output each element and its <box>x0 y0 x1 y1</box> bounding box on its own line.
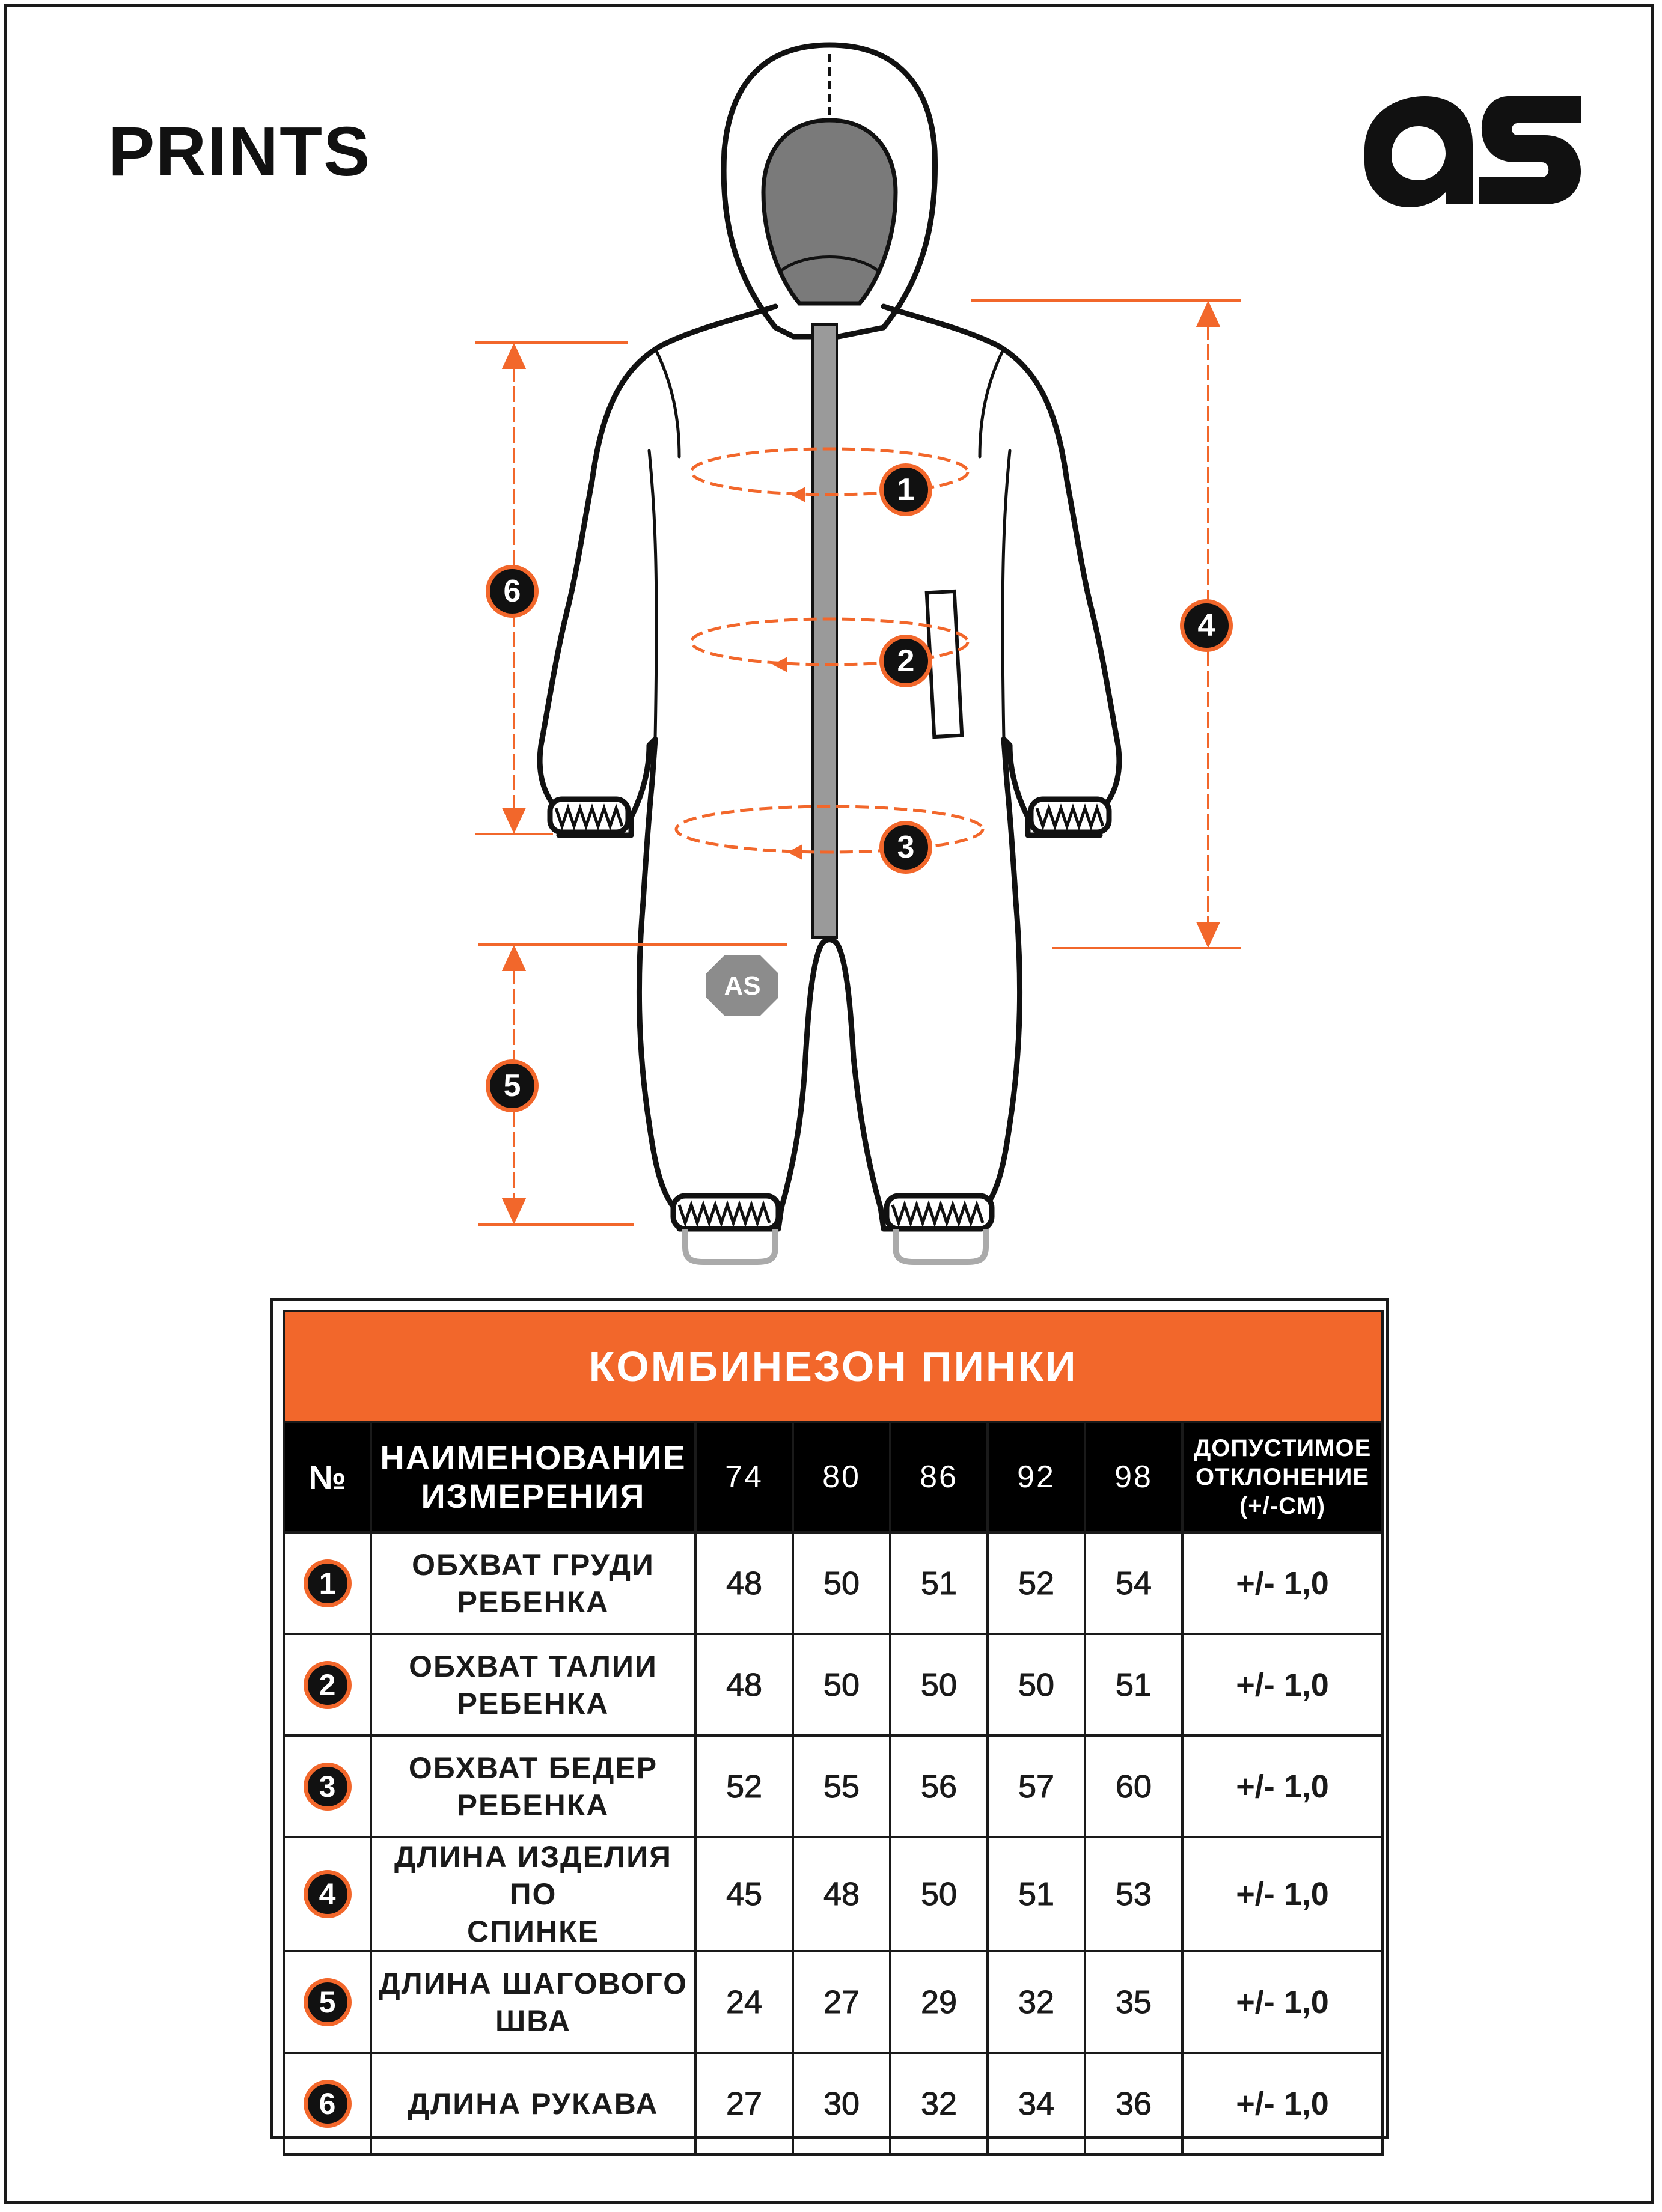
value-cell: 60 <box>1085 1735 1182 1837</box>
value-cell: 50 <box>890 1634 988 1735</box>
row-number-badge: 4 <box>304 1870 352 1918</box>
hood-lining <box>763 120 896 303</box>
tolerance-cell: +/- 1,0 <box>1182 1837 1382 1951</box>
size-table <box>283 1310 1384 2156</box>
marker-1: 1 <box>879 463 932 516</box>
value-cell: 48 <box>695 1634 793 1735</box>
table-row <box>284 1735 1382 1837</box>
marker-5: 5 <box>486 1059 539 1112</box>
row-number-badge: 1 <box>304 1559 352 1607</box>
foot-straps <box>685 1229 986 1262</box>
value-cell: 36 <box>1085 2053 1182 2154</box>
value-cell: 50 <box>988 1634 1085 1735</box>
value-cell: 51 <box>1085 1634 1182 1735</box>
measurement-name: ОБХВАТ ГРУДИ РЕБЕНКА <box>371 1532 695 1634</box>
value-cell: 27 <box>695 2053 793 2154</box>
table-row <box>284 1634 1382 1735</box>
marker-3: 3 <box>879 821 932 874</box>
value-cell: 24 <box>695 1951 793 2053</box>
value-cell: 35 <box>1085 1951 1182 2053</box>
row-number-badge: 5 <box>304 1978 352 2026</box>
value-cell: 51 <box>988 1837 1085 1951</box>
value-cell: 56 <box>890 1735 988 1837</box>
value-cell: 50 <box>890 1837 988 1951</box>
as-patch <box>706 955 778 1016</box>
value-cell: 53 <box>1085 1837 1182 1951</box>
value-cell: 34 <box>988 2053 1085 2154</box>
value-cell: 52 <box>988 1532 1085 1634</box>
value-cell: 55 <box>793 1735 890 1837</box>
value-cell: 32 <box>890 2053 988 2154</box>
header-size-74: 74 <box>695 1422 793 1532</box>
value-cell: 30 <box>793 2053 890 2154</box>
measurement-name: ОБХВАТ БЕДЕР РЕБЕНКА <box>371 1735 695 1837</box>
header-size-92: 92 <box>988 1422 1085 1532</box>
tolerance-cell: +/- 1,0 <box>1182 1634 1382 1735</box>
table-title: КОМБИНЕЗОН ПИНКИ <box>284 1311 1382 1422</box>
value-cell: 52 <box>695 1735 793 1837</box>
table-row <box>284 2053 1382 2154</box>
header-name: НАИМЕНОВАНИЕ ИЗМЕРЕНИЯ <box>371 1422 695 1532</box>
value-cell: 27 <box>793 1951 890 2053</box>
value-cell: 32 <box>988 1951 1085 2053</box>
zipper <box>813 324 837 937</box>
marker-2: 2 <box>879 635 932 687</box>
value-cell: 48 <box>793 1837 890 1951</box>
value-cell: 50 <box>793 1532 890 1634</box>
value-cell: 48 <box>695 1532 793 1634</box>
measurement-name: ОБХВАТ ТАЛИИ РЕБЕНКА <box>371 1634 695 1735</box>
marker-4: 4 <box>1180 599 1233 652</box>
tolerance-cell: +/- 1,0 <box>1182 1532 1382 1634</box>
brand-title: PRINTS <box>108 112 371 190</box>
value-cell: 57 <box>988 1735 1085 1837</box>
tolerance-cell: +/- 1,0 <box>1182 1951 1382 2053</box>
value-cell: 45 <box>695 1837 793 1951</box>
ellipse-arrows <box>772 487 805 860</box>
marker-6: 6 <box>486 565 539 618</box>
header-size-98: 98 <box>1085 1422 1182 1532</box>
table-row <box>284 1951 1382 2053</box>
value-cell: 29 <box>890 1951 988 2053</box>
measurement-name: ДЛИНА ИЗДЕЛИЯ ПО СПИНКЕ <box>371 1837 695 1951</box>
svg-text:AS: AS <box>724 971 761 1001</box>
row-number-badge: 2 <box>304 1661 352 1709</box>
value-cell: 51 <box>890 1532 988 1634</box>
measurement-name: ДЛИНА РУКАВА <box>371 2053 695 2154</box>
row-number-badge: 3 <box>304 1763 352 1811</box>
table-row <box>284 1837 1382 1951</box>
table-row <box>284 1532 1382 1634</box>
header-tolerance: ДОПУСТИМОЕ ОТКЛОНЕНИЕ (+/-СМ) <box>1182 1422 1382 1532</box>
tolerance-cell: +/- 1,0 <box>1182 1735 1382 1837</box>
measurement-name: ДЛИНА ШАГОВОГО ШВА <box>371 1951 695 2053</box>
value-cell: 54 <box>1085 1532 1182 1634</box>
value-cell: 50 <box>793 1634 890 1735</box>
header-size-80: 80 <box>793 1422 890 1532</box>
tolerance-cell: +/- 1,0 <box>1182 2053 1382 2154</box>
header-size-86: 86 <box>890 1422 988 1532</box>
row-number-badge: 6 <box>304 2080 352 2128</box>
header-number: № <box>284 1422 371 1532</box>
